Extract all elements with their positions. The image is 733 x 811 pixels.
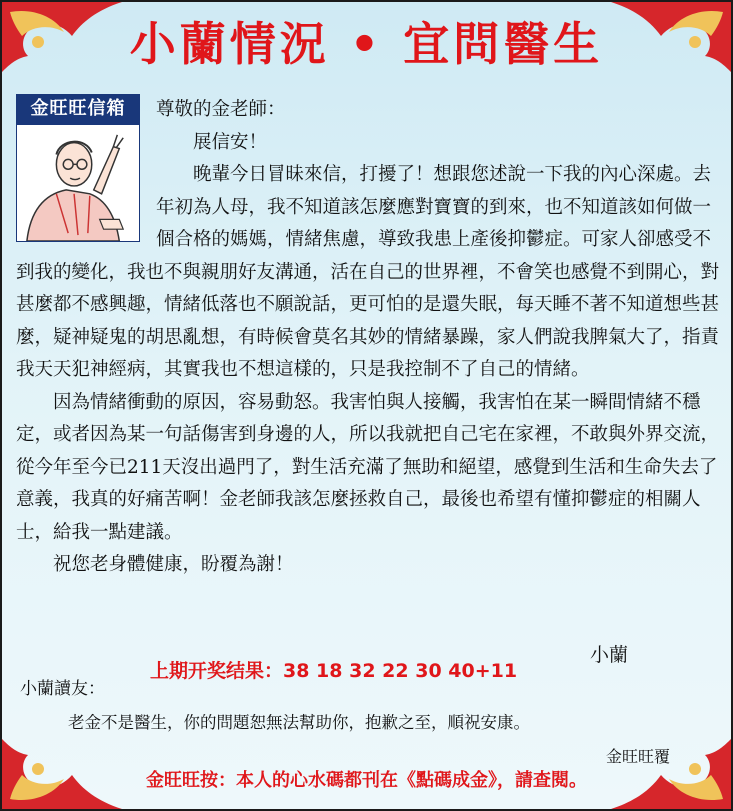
letter-paragraph: 因為情緒衝動的原因，容易動怒。我害怕與人接觸，我害怕在某一瞬間情緒不穩定，或者因為某一句話傷害到身邊的人，所以我就把自己宅在家裡，不敢與外界交流，從今年至今已211天沒出過門了，對生活充滿了無助和絕望，感覺到生活和生命失去了意義，我真的好痛苦啊！金老師我該怎麼拯救自己，最後也希望有懂抑鬱症的相關人士，給我一點建議。 xyxy=(16,391,720,543)
column-badge: 金旺旺信箱 xyxy=(16,94,140,124)
letter-greeting: 展信安！ xyxy=(193,131,268,153)
page-title: 小蘭情況 • 宜問醫生 xyxy=(129,17,604,71)
reply-addressee: 小蘭讀友： xyxy=(20,679,105,699)
letter-paragraph: 晚輩今日冒昧來信，打擾了！想跟您述說一下我的內心深處。去年初為人母，我不知道該怎麼應對寶寶的到來，也不知道該如何做一個合格的媽媽，情緒焦慮，導致我患上產後抑鬱症。可家人卻感受不到我的變化，我也不與親朋好友溝通，活在自己的世界裡，不會笑也感覺不到開心，對甚麼都不感興趣，情緒低落也不願說話，更可怕的是還失眠，每天睡不著不知道想些甚麼，疑神疑鬼的胡思亂想，有時候會莫名其妙的情緒暴躁，家人們說我脾氣大了，指責我天天犯神經病，其實我也不想這樣的，只是我控制不了自己的情緒。 xyxy=(16,164,720,380)
reply-signature: 金旺旺覆 xyxy=(606,747,671,766)
letter-closing: 祝您老身體健康，盼覆為謝！ xyxy=(53,554,294,575)
reply-text: 老金不是醫生，你的問題恕無法幫助你，抱歉之至，順祝安康。 xyxy=(68,713,530,732)
lottery-results-banner: 上期开奖结果：38 18 32 22 30 40+11 xyxy=(150,660,518,682)
letter-salutation: 尊敬的金老師： xyxy=(156,99,286,120)
footer-note: 金旺旺按：本人的心水碼都刊在《點碼成金》，請查閱。 xyxy=(146,770,587,791)
letter-signature: 小蘭 xyxy=(590,644,629,666)
letter-body xyxy=(16,94,721,582)
